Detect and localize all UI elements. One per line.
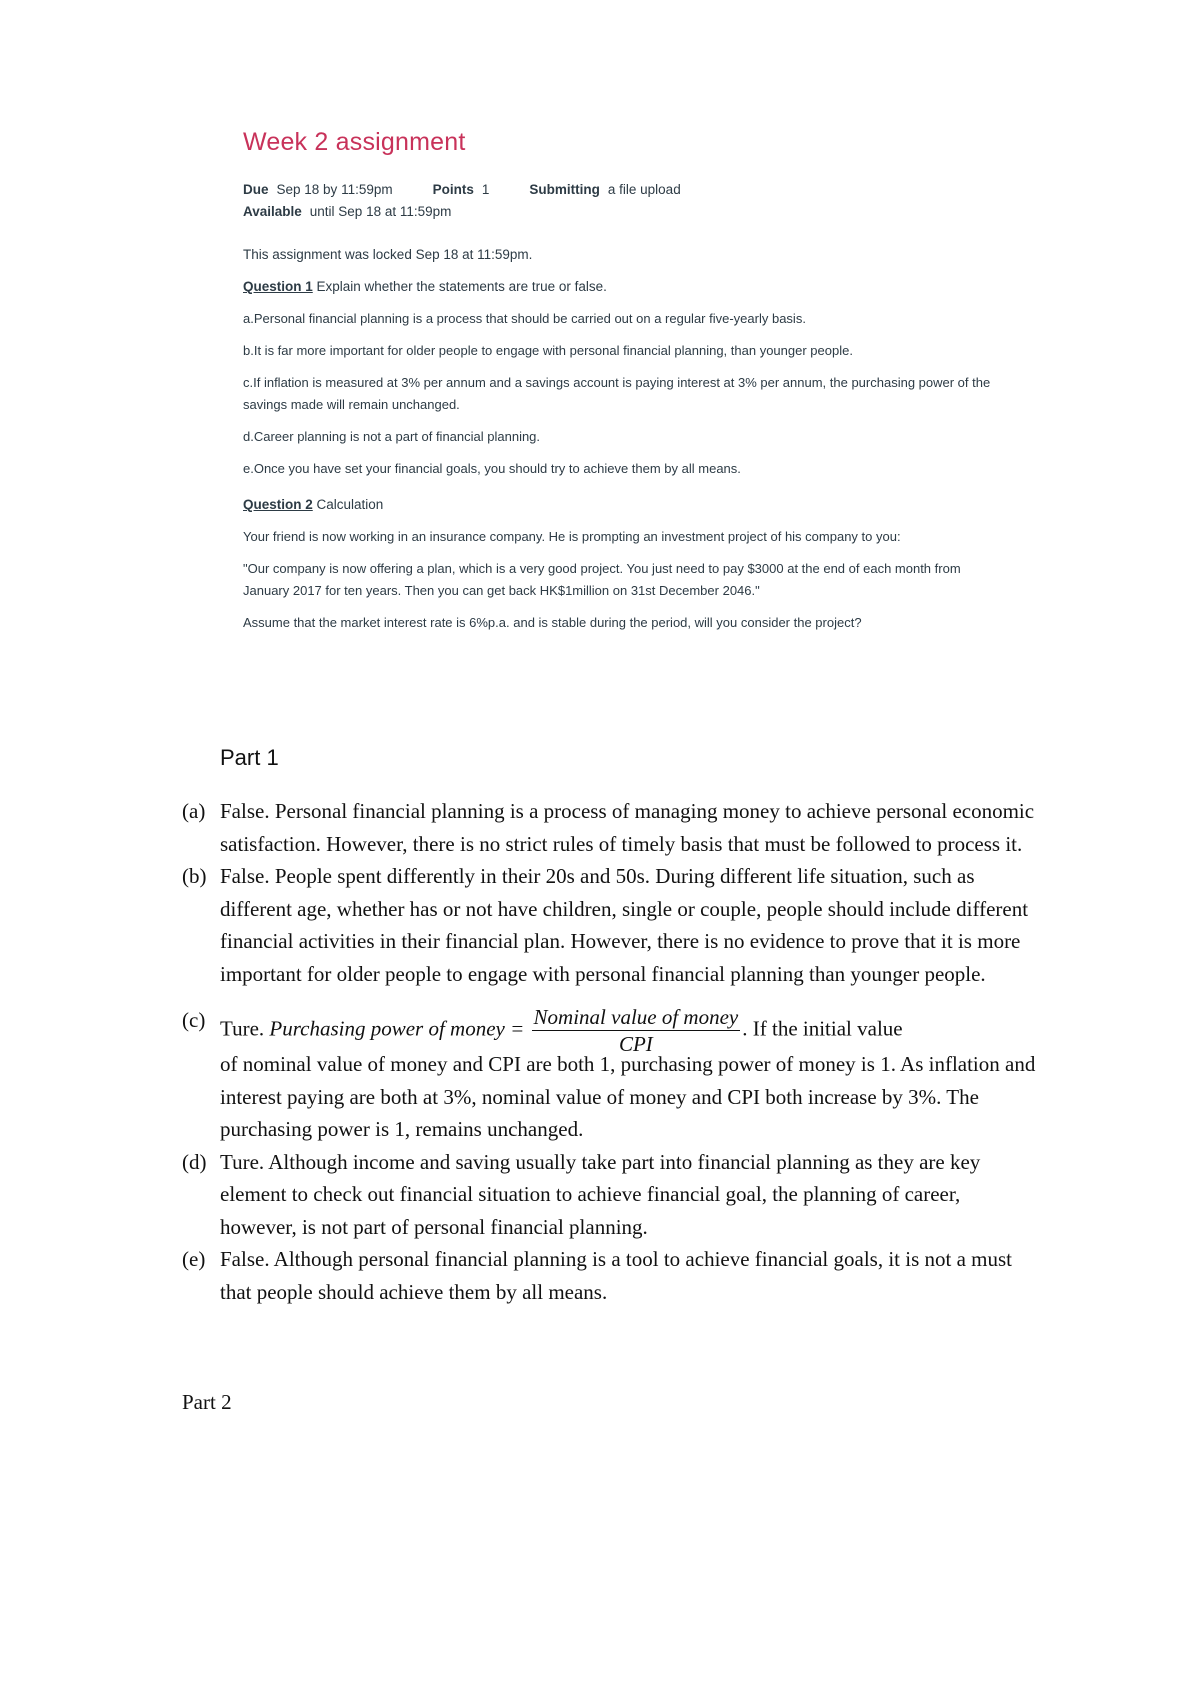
available-label: Available [243, 204, 302, 219]
locked-notice: This assignment was locked Sep 18 at 11:59pm. [243, 247, 533, 262]
answer-c-formula-line [182, 990, 1042, 1056]
formula-denominator: CPI [618, 1032, 653, 1056]
points-value: 1 [481, 182, 490, 197]
question-1-text: Explain whether the statements are true or false. [312, 279, 607, 294]
statement-a: a.Personal financial planning is a process that should be carried out on a regular five-yearly basis. [243, 311, 806, 326]
answer-b-label: (b) [182, 864, 207, 888]
points-label: Points [432, 182, 474, 197]
statement-b: b.It is far more important for older people to engage with personal financial planning, than younger people. [243, 343, 853, 358]
answer-b-text: False. People spent differently in their 20s and 50s. During different life situation, such as different age, whether has or not have children, single or couple, people should include different financial activities in their financial plan. However, there is no evidence to prove that it is more important for older people to engage with personal financial planning than younger people. [220, 864, 1029, 986]
available-value: until Sep 18 at 11:59pm [309, 204, 452, 219]
due-label: Due [243, 182, 269, 197]
assignment-title: Week 2 assignment [243, 128, 466, 156]
statement-e: e.Once you have set your financial goals, you should try to achieve them by all means. [243, 461, 741, 476]
formula-numerator: Nominal value of money [533, 1005, 739, 1029]
part-1-heading: Part 1 [220, 745, 279, 770]
question-1 [243, 276, 1003, 298]
question-2-text: Calculation [312, 497, 384, 512]
answer-a-text: False. Personal financial planning is a process of managing money to achieve personal economic satisfaction. However, there is no strict rules of timely basis that must be followed to process it. [220, 799, 1035, 856]
answer-c-continued [182, 1048, 1042, 1146]
answer-a-label: (a) [182, 799, 206, 823]
answer-c-label: (c) [182, 1008, 206, 1032]
answer-d [182, 1146, 1042, 1244]
answer-c-prefix: Ture. [220, 1016, 270, 1041]
submitting-label: Submitting [529, 182, 600, 197]
answer-a [182, 795, 1042, 860]
statement-c: c.If inflation is measured at 3% per annum and a savings account is paying interest at 3% per annum, the purchasing power of the savings made will remain unchanged. [243, 375, 991, 412]
question-2-assumption: Assume that the market interest rate is 6%p.a. and is stable during the period, will you consider the project? [243, 615, 862, 630]
answer-e-label: (e) [182, 1247, 206, 1271]
answer-c-text: of nominal value of money and CPI are both 1, purchasing power of money is 1. As inflation and interest paying are both at 3%, nominal value of money and CPI both increase by 3%. The purchasing power is 1, remains unchanged. [220, 1052, 1036, 1141]
answer-b [182, 860, 1042, 990]
question-2-quote: "Our company is now offering a plan, which is a very good project. You just need to pay $3000 at the end of each month from January 2017 for ten years. Then you can get back HK$1million on 31st December 2046." [243, 561, 961, 598]
question-2-heading: Question 2 [243, 497, 313, 512]
meta-row-1 [243, 179, 1003, 201]
meta-row-2 [243, 201, 1003, 223]
submitting-value: a file upload [607, 182, 681, 197]
part-2-heading: Part 2 [182, 1390, 232, 1414]
due-value: Sep 18 by 11:59pm [276, 182, 393, 197]
answer-e-text: False. Although personal financial planning is a tool to achieve financial goals, it is not a must that people should achieve them by all means. [220, 1247, 1013, 1304]
assignment-screenshot [243, 128, 1003, 634]
formula-lhs: Purchasing power of money = [269, 1016, 525, 1041]
question-1-heading: Question 1 [243, 279, 313, 294]
answer-e [182, 1243, 1042, 1308]
question-2-intro: Your friend is now working in an insurance company. He is prompting an investment project of his company to you: [243, 529, 901, 544]
answer-c-after: . If the initial value [742, 1016, 903, 1041]
answer-list [182, 795, 1042, 1308]
answer-d-text: Ture. Although income and saving usually take part into financial planning as they are key element to check out financial situation to achieve financial goal, the planning of career, however, is not part of personal financial planning. [220, 1149, 981, 1239]
answer-d-label: (d) [182, 1149, 207, 1174]
statement-d: d.Career planning is not a part of financial planning. [243, 429, 541, 444]
question-2 [243, 494, 1003, 516]
